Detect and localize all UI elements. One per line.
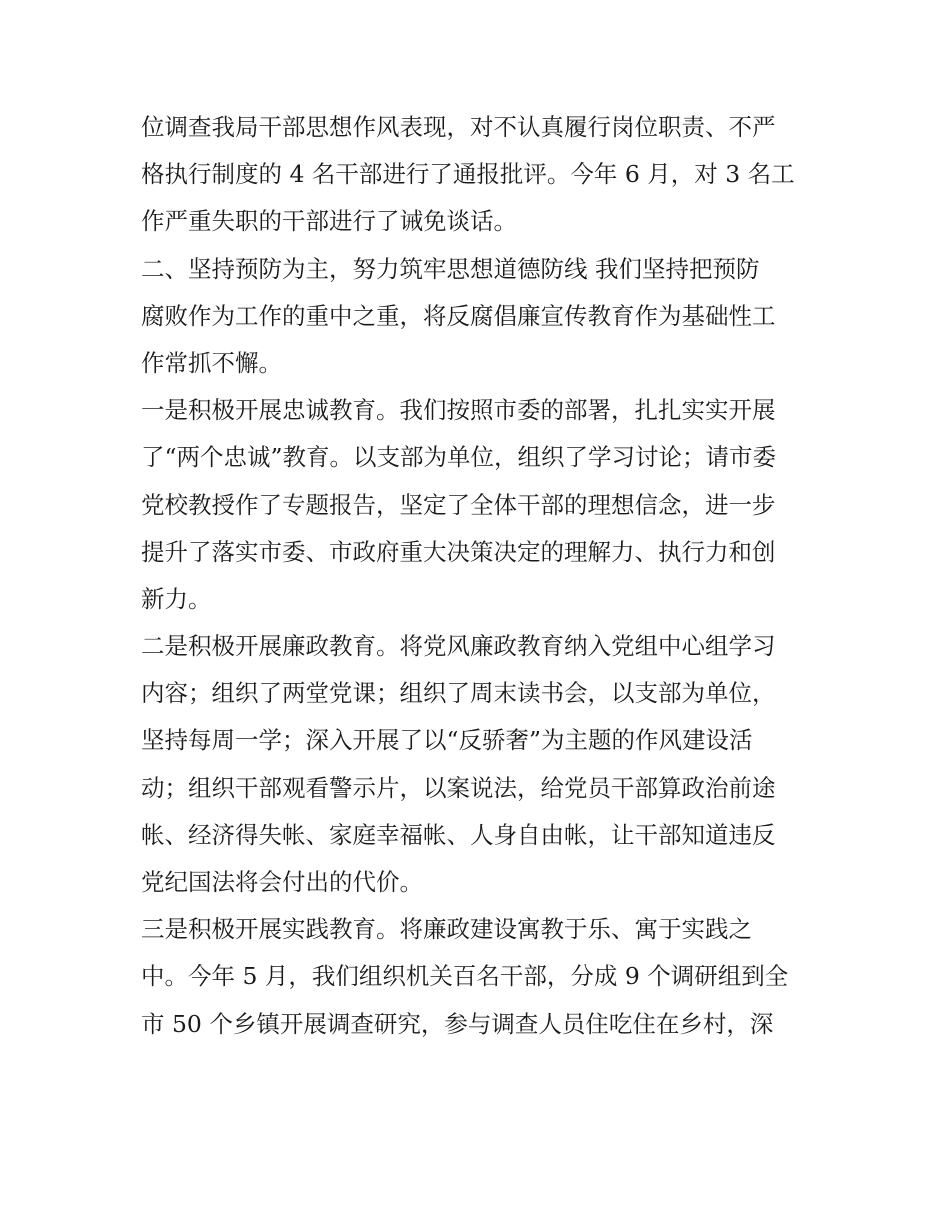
- text-line: 党纪国法将会付出的代价。: [141, 868, 423, 896]
- text-line: 作严重失职的干部进行了诫免谈话。: [141, 207, 517, 236]
- text-line: 二、坚持预防为主，努力筑牢思想道德防线 我们坚持把预防: [141, 254, 760, 283]
- text-line: 内容；组织了两堂党课；组织了周末读书会，以支部为单位，: [141, 679, 776, 708]
- paragraph-4: [141, 623, 813, 906]
- text-line: 三是积极开展实践教育。将廉政建设寓教于乐、寓于实践之: [141, 915, 752, 944]
- text-line: 市 50 个乡镇开展调查研究，参与调查人员住吃住在乡村，深: [141, 1009, 774, 1038]
- paragraph-5: [141, 906, 813, 1048]
- document-body: [141, 104, 813, 1048]
- text-line: 了“两个忠诚”教育。以支部为单位，组织了学习讨论；请市委: [141, 443, 777, 472]
- paragraph-1: [141, 104, 813, 246]
- text-line: 帐、经济得失帐、家庭幸福帐、人身自由帐，让干部知道违反: [141, 820, 776, 849]
- paragraph-3: [141, 387, 813, 623]
- text-line: 党校教授作了专题报告，坚定了全体干部的理想信念，进一步: [141, 490, 776, 519]
- text-line: 一是积极开展忠诚教育。我们按照市委的部署，扎扎实实开展: [141, 396, 776, 425]
- text-line: 动；组织干部观看警示片，以案说法，给党员干部算政治前途: [141, 773, 776, 802]
- text-line: 二是积极开展廉政教育。将党风廉政教育纳入党组中心组学习: [141, 632, 776, 661]
- text-line: 腐败作为工作的重中之重，将反腐倡廉宣传教育作为基础性工: [141, 301, 776, 330]
- text-line: 位调查我局干部思想作风表现，对不认真履行岗位职责、不严: [141, 113, 776, 141]
- text-line: 坚持每周一学；深入开展了以“反骄奢”为主题的作风建设活: [141, 726, 753, 755]
- text-line: 提升了落实市委、市政府重大决策决定的理解力、执行力和创: [141, 537, 776, 566]
- text-line: 格执行制度的 4 名干部进行了通报批评。今年 6 月，对 3 名工: [141, 160, 795, 189]
- paragraph-2: [141, 246, 813, 388]
- text-line: 新力。: [141, 584, 212, 613]
- text-line: 中。今年 5 月，我们组织机关百名干部，分成 9 个调研组到全: [141, 962, 789, 991]
- text-line: 作常抓不懈。: [141, 348, 282, 377]
